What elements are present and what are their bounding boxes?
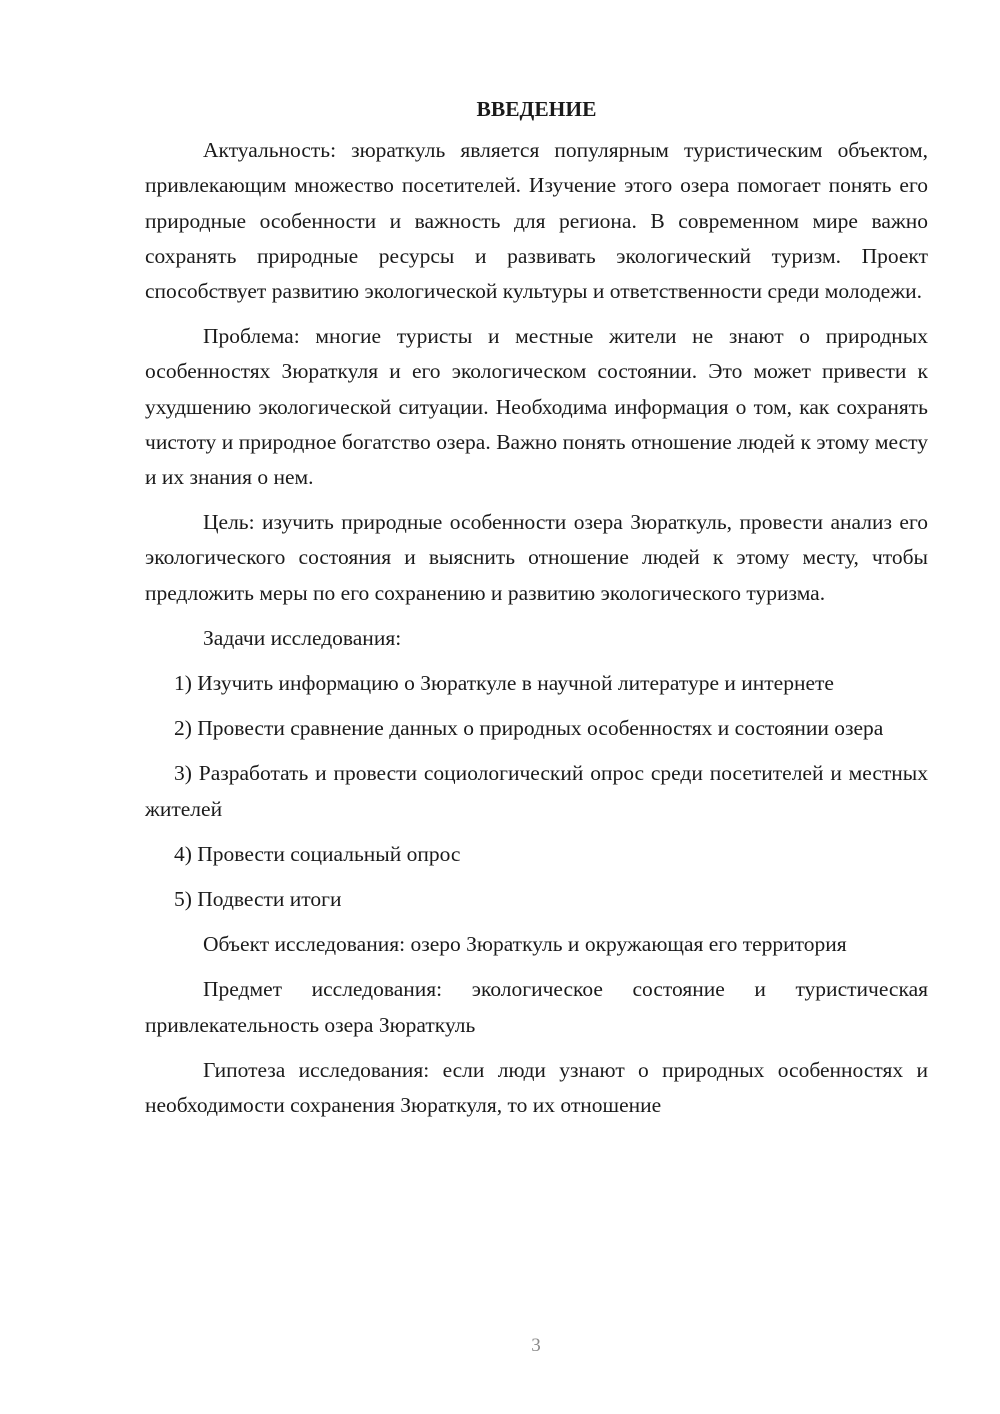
document-page xyxy=(145,92,928,1123)
page-number: 3 xyxy=(531,1335,541,1356)
paragraph-relevance: Актуальность: зюраткуль является популярным туристическим объектом, привлекающим множество посетителей. Изучение этого озера помогает понять его природные особенности и важность для региона. В современном мире важно сохранять природные ресурсы и развивать экологический туризм. Проект способствует развитию экологической культуры и ответственности среди молодежи. xyxy=(145,138,928,304)
task-item: 2) Провести сравнение данных о природных особенностях и состоянии озера xyxy=(174,716,884,741)
task-item: 4) Провести социальный опрос xyxy=(174,841,461,866)
task-item: 5) Подвести итоги xyxy=(174,887,342,912)
paragraph-subject: Предмет исследования: экологическое состояние и туристическая привлекательность озера Зюраткуль xyxy=(145,977,928,1037)
paragraph-problem: Проблема: многие туристы и местные жители не знают о природных особенностях Зюраткуля и его экологическом состоянии. Это может привести к ухудшению экологической ситуации. Необходима информация о том, как сохранять чистоту и природное богатство озера. Важно понять отношение людей к этому месту и их знания о нем. xyxy=(145,324,928,490)
task-item: 3) Разработать и провести социологический опрос среди посетителей и местных жителей xyxy=(145,761,928,821)
tasks-list xyxy=(145,666,928,917)
paragraph-tasks-heading: Задачи исследования: xyxy=(203,625,402,650)
task-item: 1) Изучить информацию о Зюраткуле в научной литературе и интернете xyxy=(174,671,834,696)
paragraph-hypothesis: Гипотеза исследования: если люди узнают о природных особенностях и необходимости сохранения Зюраткуля, то их отношение xyxy=(145,1057,928,1118)
section-title: ВВЕДЕНИЕ xyxy=(476,97,597,121)
paragraph-object: Объект исследования: озеро Зюраткуль и окружающая его территория xyxy=(203,932,847,957)
paragraph-goal: Цель: изучить природные особенности озера Зюраткуль, провести анализ его экологического состояния и выяснить отношение людей к этому месту, чтобы предложить меры по его сохранению и развитию экологического туризма. xyxy=(145,510,928,605)
